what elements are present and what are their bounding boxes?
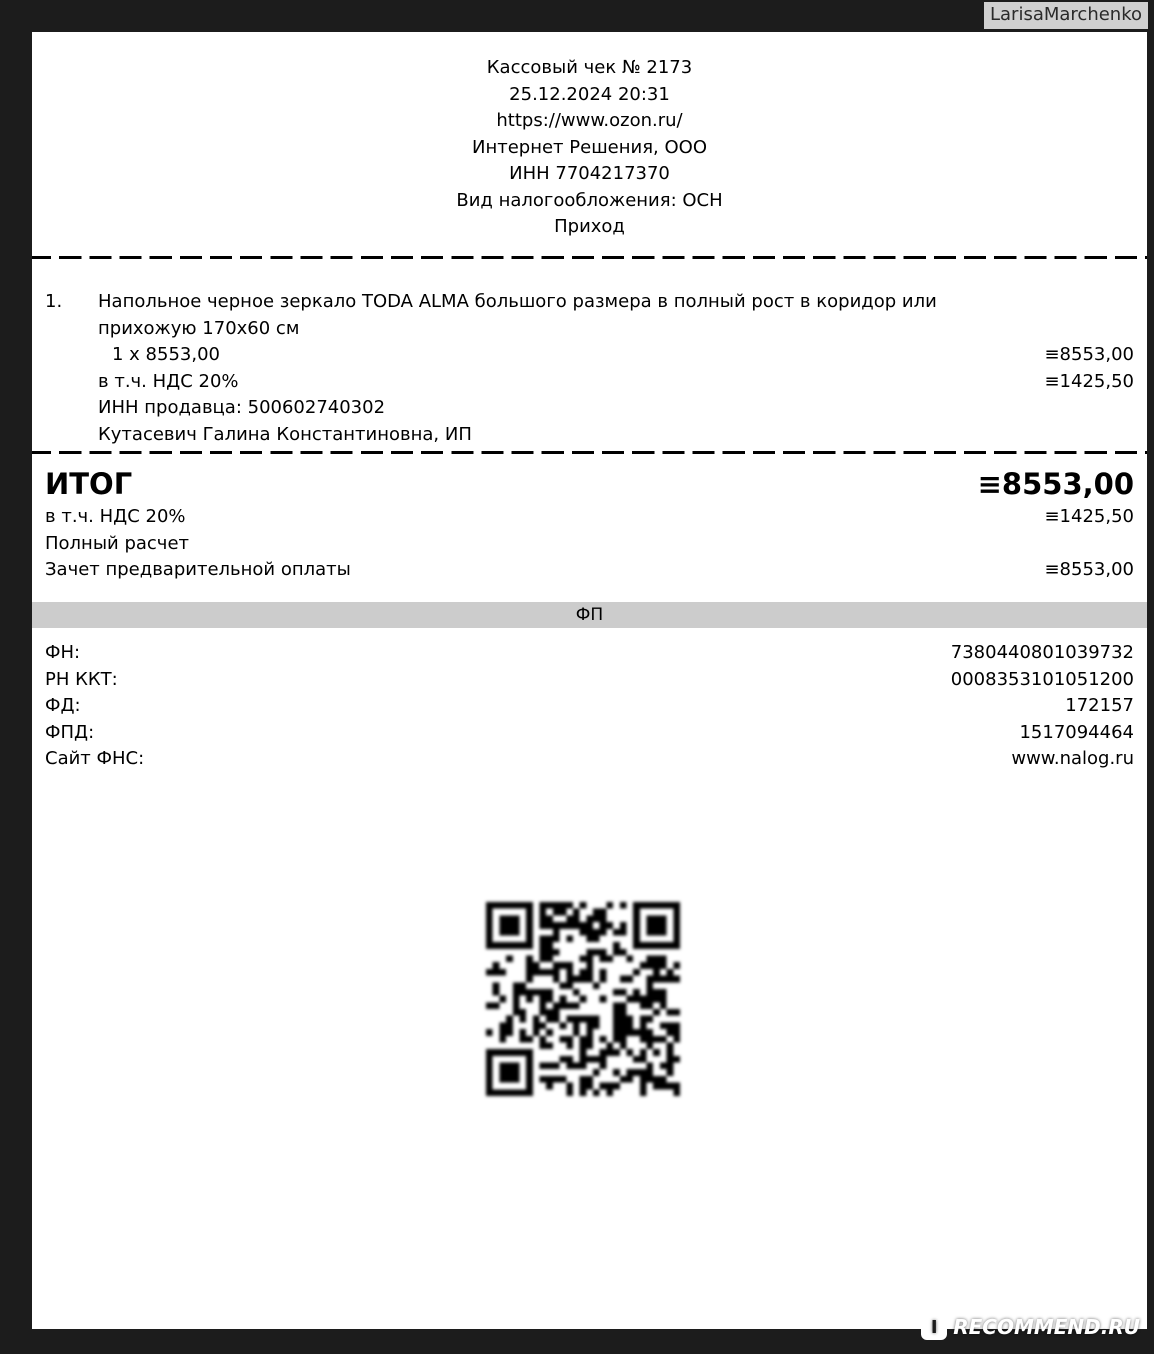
seller-inn: ИНН продавца: 500602740302 — [98, 397, 386, 418]
fd-label: ФД: — [45, 695, 81, 716]
total-vat-value: ≡1425,50 — [1044, 506, 1134, 527]
shop-url: https://www.ozon.ru/ — [496, 110, 683, 131]
receipt-item — [32, 259, 1147, 451]
item-sum: ≡8553,00 — [1044, 344, 1134, 365]
fn-value: 7380440801039732 — [950, 642, 1134, 663]
total-label: ИТОГ — [45, 467, 133, 501]
receipt-header — [32, 32, 1147, 242]
company-inn: ИНН 7704217370 — [509, 163, 670, 184]
item-qty-price: 1 x 8553,00 — [112, 344, 220, 365]
prepay-label: Зачет предварительной оплаты — [45, 559, 351, 580]
prepay-value: ≡8553,00 — [1044, 559, 1134, 580]
item-name-line2: прихожую 170х60 см — [98, 317, 300, 339]
total-vat-label: в т.ч. НДС 20% — [45, 506, 186, 527]
seller-name: Кутасевич Галина Константиновна, ИП — [98, 423, 472, 445]
fp-section-title: ФП — [32, 602, 1147, 628]
receipt-datetime: 25.12.2024 20:31 — [509, 83, 670, 105]
operation-type: Приход — [554, 216, 625, 237]
item-number: 1. — [45, 291, 63, 312]
item-vat-value: ≡1425,50 — [1044, 370, 1134, 392]
fiscal-details — [32, 628, 1147, 773]
rn-kkt-label: РН ККТ: — [45, 668, 118, 690]
payment-type: Полный расчет — [45, 532, 189, 554]
rn-kkt-value: 0008353101051200 — [950, 668, 1134, 690]
item-name-line1: Напольное черное зеркало TODA ALMA большого размера в полный рост в коридор или — [98, 291, 937, 312]
fns-site-value: www.nalog.ru — [1011, 748, 1134, 769]
fpd-label: ФПД: — [45, 721, 95, 743]
author-watermark: LarisaMarchenko — [984, 2, 1148, 29]
fns-site-label: Сайт ФНС: — [45, 748, 145, 769]
fpd-value: 1517094464 — [1019, 721, 1134, 743]
fn-label: ФН: — [45, 642, 81, 663]
recommend-logo-text: RECOMMEND.RU — [953, 1315, 1140, 1339]
qr-code-icon — [486, 902, 680, 1096]
receipt — [32, 32, 1147, 1329]
receipt-number: Кассовый чек № 2173 — [486, 57, 693, 78]
company-name: Интернет Решения, ООО — [472, 136, 707, 158]
fd-value: 172157 — [1065, 695, 1134, 716]
item-vat-label: в т.ч. НДС 20% — [98, 370, 239, 392]
receipt-total — [32, 454, 1147, 602]
recommend-logo-icon: I — [921, 1314, 947, 1340]
recommend-logo — [921, 1314, 1140, 1340]
tax-system: Вид налогообложения: ОСН — [456, 189, 723, 211]
total-value: ≡8553,00 — [977, 467, 1134, 501]
